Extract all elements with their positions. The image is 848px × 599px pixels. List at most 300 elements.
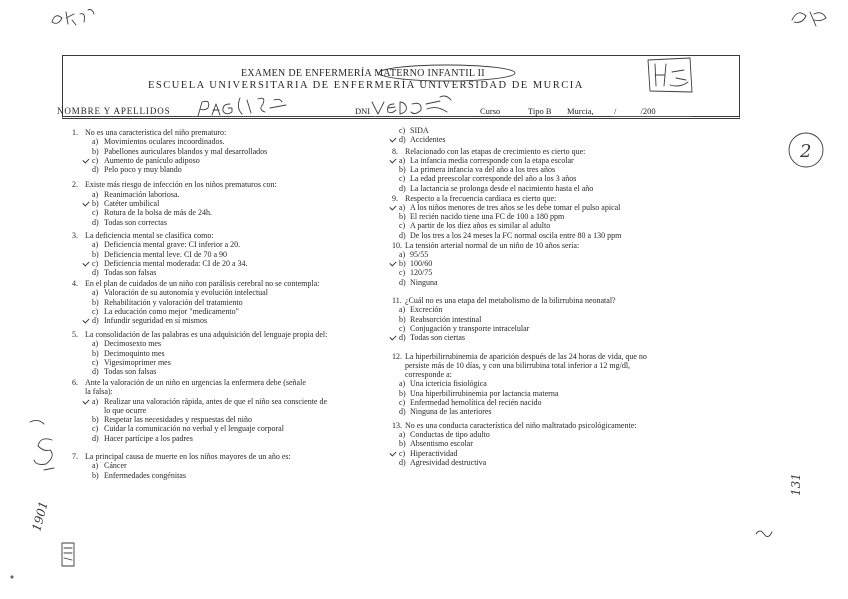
question-number: 11. [392,296,402,306]
option-text [104,137,225,146]
answer-option [392,458,722,467]
option-text [410,184,593,193]
answer-option [72,240,382,249]
option-text [104,156,200,165]
exam-type-label: Tipo B [528,106,552,116]
option-text [104,434,193,443]
option-text-line: Hacer partícipe a los padres [104,433,193,443]
question-stem [392,241,722,250]
option-text [104,415,252,424]
option-text [410,324,529,333]
option-letter: c) [92,155,99,165]
question [72,330,382,376]
option-letter: d) [399,230,406,240]
option-text-line: El recién nacido tiene una FC de 100 a 180 ppm [410,212,565,222]
option-text-line: Todas son falsas [104,367,157,377]
question-text-line: En el plan de cuidados de un niño con parálisis cerebral no se contempla: [85,278,320,288]
question-text [405,421,636,430]
answer-option [72,358,382,367]
option-text-line: Vigesimoprimer mes [104,357,171,367]
answer-option [392,184,722,193]
option-letter: c) [399,398,406,408]
answer-option [392,278,722,287]
answer-option [72,307,382,316]
option-text-line: Hiperactividad [410,448,458,458]
option-text [410,259,432,268]
option-text [104,208,212,217]
answer-option [392,203,722,212]
question-number: 8. [392,146,398,156]
question-stem [72,231,382,240]
question-stem [392,296,722,305]
answer-mark-icon [389,449,396,456]
score-number: 2 [800,141,812,162]
option-text [104,471,186,480]
option-letter: d) [92,268,99,278]
date-field: / /200 [614,106,656,116]
top-left-scribble [52,10,94,26]
answer-option [72,349,382,358]
answer-option [72,199,382,208]
answer-option [72,147,382,156]
answer-option [72,415,382,424]
option-letter: d) [399,277,406,287]
option-text [104,397,327,416]
answer-option [72,298,382,307]
option-text-line: Valoración de su autonomía y evolución intelectual [104,288,268,298]
option-text-line: Realizar una valoración rápida, antes de que el niño sea consciente de [104,396,328,406]
option-letter: a) [399,379,406,389]
option-text-line: Accidentes [410,135,446,145]
question [72,452,382,480]
option-text-line: Todas son ciertas [410,333,465,343]
answer-option [72,288,382,297]
question [392,421,722,467]
option-text-line: Absentismo escolar [410,439,473,449]
answer-mark-icon [82,317,89,324]
option-letter: d) [92,367,99,377]
question-text [85,180,277,189]
option-letter: a) [92,288,99,298]
top-right-scribble [792,12,826,26]
option-text-line: Cuidar la comunicación no verbal y el lenguaje corporal [104,424,284,434]
question-text-line: La principal causa de muerte en los niños mayores de un año es: [85,452,291,461]
answer-option [72,339,382,348]
option-text [104,250,227,259]
option-letter: a) [92,339,99,349]
option-text-line: 95/55 [410,249,429,259]
option-text [410,165,555,174]
option-letter: a) [399,249,406,259]
option-text [410,250,428,259]
option-text-line: Catéter umbilical [104,199,160,209]
option-text [410,156,574,165]
option-text [104,307,239,316]
option-text [104,461,127,470]
option-text [410,449,458,458]
option-letter: b) [92,297,99,307]
option-text [104,316,207,325]
option-letter: b) [399,314,406,324]
option-letter: a) [399,155,406,165]
option-letter: c) [92,208,99,218]
left-question-column [72,128,382,480]
option-letter: b) [92,470,99,480]
answer-option [392,221,722,230]
option-letter: d) [399,183,406,193]
option-letter: c) [92,357,99,367]
option-text [410,315,481,324]
option-text-line: Infundir seguridad en sí mismos [104,316,208,326]
option-text-line: Decimoquinto mes [104,348,165,358]
option-text [104,190,180,199]
right-question-column [392,126,722,467]
answer-option [392,165,722,174]
answer-mark-icon [389,203,396,210]
answer-option [392,212,722,221]
question [392,194,722,240]
option-letter: b) [399,212,406,222]
option-text [104,147,267,156]
answer-option [392,126,722,135]
option-text [104,218,167,227]
option-text-line: Pabellones auriculares blandos y mal desarrollados [104,146,268,156]
option-text-line: Enfermedades congénitas [104,470,186,480]
option-letter: d) [92,433,99,443]
option-text-line: A partir de los diez años es similar al adulto [410,221,551,231]
answer-mark-icon [82,259,89,266]
option-text [410,458,486,467]
option-letter: d) [399,135,406,145]
option-letter: c) [399,448,406,458]
question-stem [72,279,382,288]
right-margin-number: 131 [789,473,803,496]
question-text-line: Respecto a la frecuencia cardiaca es cierto que: [405,193,557,203]
option-text-line: Reanimación laboriosa. [104,189,180,199]
answer-option [72,397,382,416]
option-letter: a) [92,461,99,471]
question [72,231,382,277]
answer-option [392,231,722,240]
question-text [405,147,585,156]
option-letter: b) [399,439,406,449]
option-letter: a) [399,202,406,212]
question-stem [72,452,382,461]
question-text [85,231,214,240]
answer-option [392,407,722,416]
question [392,352,722,417]
option-text-line: Deficiencia mental grave: CI inferior a 20. [104,240,241,250]
question-number: 12. [392,351,402,361]
option-letter: a) [92,137,99,147]
answer-option [392,430,722,439]
question [72,128,382,174]
option-letter: c) [399,323,406,333]
option-text-line: Decimosexto mes [104,339,162,349]
option-text [410,268,432,277]
question-stem [72,330,382,339]
option-text-line: Rotura de la bolsa de más de 24h. [104,208,212,218]
option-letter: b) [399,259,406,269]
option-letter: a) [92,189,99,199]
question-text-line: No es una conducta característica del niño maltratado psicológicamente: [405,420,637,430]
option-letter: b) [92,146,99,156]
option-text-line: La edad preescolar corresponde del año a los 3 años [410,174,577,184]
option-text-line: La lactancia se prolonga desde el nacimiento hasta el año [410,183,594,193]
answer-option [72,165,382,174]
option-text [410,398,542,407]
question-text-line: ¿Cuál no es una etapa del metabolismo de la bilirrubina neonatal? [405,296,616,306]
question-text-line: La consolidación de las palabras es una adquisición del lenguaje propia del: [85,329,328,339]
question [72,279,382,325]
option-text-line: Todas son falsas [104,268,157,278]
answer-option [392,135,722,144]
answer-option [72,218,382,227]
answer-option [392,324,722,333]
option-text-line: 120/75 [410,268,433,278]
option-letter: c) [92,306,99,316]
answer-option [72,208,382,217]
answer-mark-icon [389,136,396,143]
score-circle [789,133,823,167]
question-text [405,241,579,250]
option-text [410,389,558,398]
answer-mark-icon [389,156,396,163]
question-stem [392,194,722,203]
question-stem [72,180,382,189]
option-letter: d) [399,333,406,343]
option-text [410,135,446,144]
option-text-line: De los tres a los 24 meses la FC normal oscila entre 80 a 130 ppm [410,230,622,240]
stray-dot [11,576,13,578]
option-text [104,165,182,174]
question-text-line: persiste más de 10 días, y con una bilirrubina total inferior a 12 mg/dl, [405,360,631,370]
option-letter: b) [399,165,406,175]
option-text [410,439,473,448]
name-label: NOMBRE Y APELLIDOS [57,106,171,116]
answer-option [72,156,382,165]
question-text [85,452,291,461]
answer-option [72,367,382,376]
answer-option [392,398,722,407]
question-number: 4. [72,278,78,288]
option-letter: a) [399,429,406,439]
option-text-line: Enfermedad hemolítica del recién nacido [410,398,542,408]
school-title: ESCUELA UNIVERSITARIA DE ENFERMERÍA UNIVERSIDAD DE MURCIA [148,80,584,91]
question-text [85,378,306,397]
option-letter: d) [399,457,406,467]
question-text-line: corresponde a: [405,370,452,380]
bottom-right-scribble [756,531,772,537]
answer-option [392,174,722,183]
option-text-line: Excreción [410,305,443,315]
question-number: 13. [392,420,402,430]
course-label: Curso [480,106,501,116]
answer-option [72,250,382,259]
answer-mark-icon [389,260,396,267]
dni-field-line [374,116,472,117]
question-stem [72,378,382,397]
answer-option [72,268,382,277]
option-text-line: La primera infancia va del año a los tres años [410,165,556,175]
question-number: 10. [392,240,402,250]
question-number: 1. [72,128,78,137]
option-letter: d) [92,165,99,175]
question-text [405,194,556,203]
signature-scribble [30,420,54,470]
corner-stamp-lines [64,548,72,560]
answer-option [72,424,382,433]
option-text-line: Conductas de tipo adulto [410,429,490,439]
option-letter: b) [92,199,99,209]
option-letter: c) [399,126,406,135]
option-text-line: A los niños menores de tres años se les debe tomar el pulso apical [410,202,621,212]
option-text-line: Pelo poco y muy blando [104,165,182,175]
option-letter: b) [92,415,99,425]
question-number: 6. [72,377,78,387]
option-letter: d) [399,407,406,417]
question [72,180,382,226]
exam-title: EXAMEN DE ENFERMERÍA MATERNO INFANTIL II [241,68,485,79]
answer-option [392,259,722,268]
option-text-line: Todas son correctas [104,217,167,227]
question-text-line: Existe más riesgo de infección en los niños prematuros con: [85,180,277,190]
answer-option [392,379,722,388]
question-text-line: la falsa): [85,387,113,397]
option-text-line: Ninguna de las anteriores [410,407,492,417]
option-text [410,333,465,342]
question-text [85,330,327,339]
question-stem [72,128,382,137]
answer-option [72,461,382,470]
answer-option [72,471,382,480]
option-text [104,358,171,367]
question-text-line: La hiperbilirrubinemia de aparición después de las 24 horas de vida, que no [405,351,647,361]
option-letter: a) [399,305,406,315]
option-letter: c) [399,174,406,184]
option-text [410,305,442,314]
option-text-line: Ninguna [410,277,438,287]
option-letter: c) [92,424,99,434]
option-text-line: Una hiperbilirrubinemia por lactancia materna [410,388,559,398]
option-text [104,349,165,358]
question-stem [392,421,722,430]
question-text-line: No es una característica del niño prematuro: [85,128,227,137]
question-text-line: La tensión arterial normal de un niño de 10 años sería: [405,240,580,250]
date-field-line [612,116,692,117]
answer-option [72,434,382,443]
option-text-line: Cáncer [104,461,127,471]
answer-option [392,333,722,342]
option-text-line: SIDA [410,126,429,135]
answer-option [392,389,722,398]
question-text [85,128,226,137]
option-text [410,212,564,221]
question-text-line: Ante la valoración de un niño en urgencias la enfermera debe (señale [85,377,306,387]
option-text [410,221,550,230]
question-text-line: La deficiencia mental se clasifica como: [85,230,214,240]
option-letter: c) [92,258,99,268]
answer-option [392,439,722,448]
option-text-line: lo que ocurre [104,405,147,415]
option-text [410,126,429,135]
answer-option [72,190,382,199]
option-text-line: Reabsorción intestinal [410,314,482,324]
answer-option [392,305,722,314]
option-text [104,199,159,208]
option-text [410,231,621,240]
answer-mark-icon [82,397,89,404]
question-stem [392,147,722,156]
option-text-line: Conjugación y transporte intracelular [410,323,530,333]
answer-option [392,250,722,259]
option-letter: d) [92,217,99,227]
option-text [410,174,576,183]
question-number: 3. [72,230,78,240]
answer-option [392,156,722,165]
answer-mark-icon [82,200,89,207]
option-text [410,379,487,388]
option-text-line: Movimientos oculares incoordinados. [104,137,225,147]
question-text [85,279,319,288]
question [392,147,722,193]
question-stem [392,352,722,380]
option-text [104,288,268,297]
option-text [104,367,156,376]
left-margin-number: 1901 [29,499,51,533]
question-text-line: Relacionado con las etapas de crecimiento es cierto que: [405,146,586,156]
option-text [410,407,492,416]
question-number: 2. [72,180,78,190]
option-letter: b) [399,388,406,398]
answer-option [72,137,382,146]
option-letter: b) [92,249,99,259]
option-text-line: Respetar las necesidades y respuestas del niño [104,415,252,425]
question-number: 9. [392,193,398,203]
question [392,296,722,342]
answer-option [72,316,382,325]
option-text [104,240,240,249]
option-text [410,203,620,212]
answer-option [72,259,382,268]
option-text [410,430,490,439]
option-text [104,298,243,307]
option-letter: a) [92,240,99,250]
option-text [104,339,161,348]
question-number: 5. [72,329,78,339]
option-text-line: Rehabilitación y valoración del tratamiento [104,297,243,307]
option-text-line: Deficiencia mental leve. CI de 70 a 90 [104,249,228,259]
option-letter: a) [92,396,99,406]
option-letter: c) [399,221,406,231]
option-text-line: 100/60 [410,259,433,269]
option-letter: d) [92,316,99,326]
option-text-line: Una ictericia fisiológica [410,379,487,389]
question [392,241,722,287]
question-text [405,296,616,305]
option-text-line: La educación como mejor "medicamento" [104,306,239,316]
option-text [104,268,156,277]
question [72,378,382,443]
corner-stamp [62,543,74,566]
option-letter: c) [399,268,406,278]
answer-option [392,268,722,277]
option-text-line: Deficiencia mental moderada: CI de 20 a 34. [104,258,248,268]
city-label: Murcia, [567,106,594,116]
answer-option [392,449,722,458]
question-number: 7. [72,452,78,461]
option-text [104,424,284,433]
